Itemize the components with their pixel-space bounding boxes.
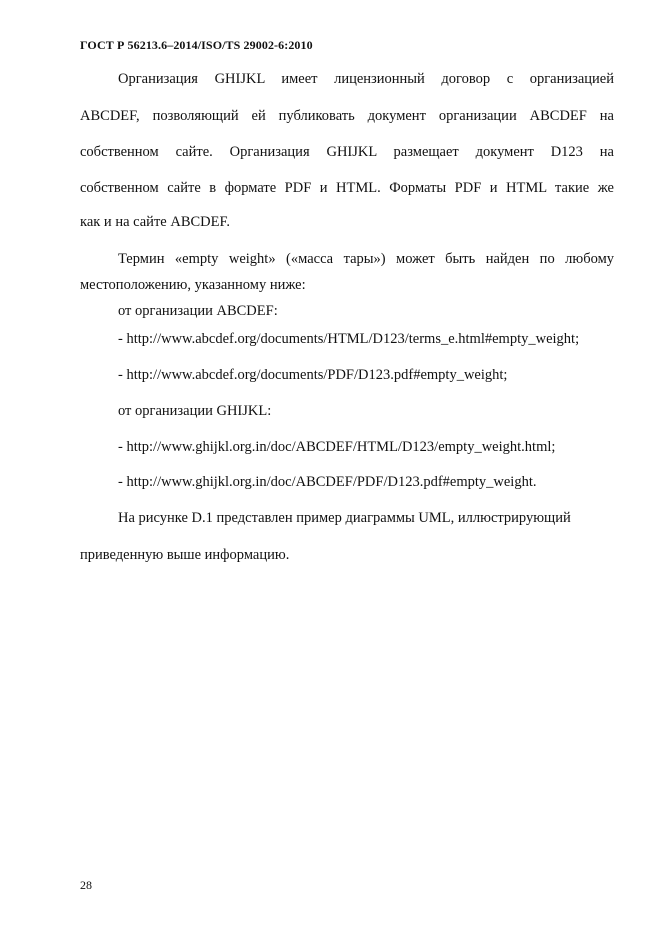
paragraph-3-line-1: На рисунке D.1 представлен пример диаграммы UML, иллюстрирующий bbox=[118, 510, 571, 526]
paragraph-1-line-4: собственном сайте в формате PDF и HTML. Форматы PDF и HTML такие же bbox=[80, 180, 614, 196]
page-number: 28 bbox=[80, 878, 92, 892]
paragraph-1-line-1: Организация GHIJKL имеет лицензионный договор с организацией bbox=[118, 71, 614, 87]
list-item-ghijkl-html: - http://www.ghijkl.org.in/doc/ABCDEF/HTML/D123/empty_weight.html; bbox=[118, 439, 556, 455]
paragraph-3-line-2: приведенную выше информацию. bbox=[80, 547, 290, 563]
paragraph-1-line-2: ABCDEF, позволяющий ей публиковать документ организации ABCDEF на bbox=[80, 108, 614, 124]
list-item-ghijkl-pdf: - http://www.ghijkl.org.in/doc/ABCDEF/PDF/D123.pdf#empty_weight. bbox=[118, 474, 537, 490]
list-item-abcdef-pdf: - http://www.abcdef.org/documents/PDF/D123.pdf#empty_weight; bbox=[118, 367, 508, 383]
paragraph-1-line-3: собственном сайте. Организация GHIJKL размещает документ D123 на bbox=[80, 144, 614, 160]
list-item-abcdef-html: - http://www.abcdef.org/documents/HTML/D123/terms_e.html#empty_weight; bbox=[118, 331, 580, 347]
list-heading-abcdef: от организации ABCDEF: bbox=[118, 303, 278, 319]
paragraph-1-line-5: как и на сайте ABCDEF. bbox=[80, 214, 231, 230]
document-header: ГОСТ Р 56213.6–2014/ISO/TS 29002-6:2010 bbox=[80, 38, 313, 52]
list-heading-ghijkl: от организации GHIJKL: bbox=[118, 403, 272, 419]
paragraph-2-line-1: Термин «empty weight» («масса тары») может быть найден по любому bbox=[118, 251, 614, 267]
paragraph-2-line-2: местоположению, указанному ниже: bbox=[80, 277, 306, 293]
